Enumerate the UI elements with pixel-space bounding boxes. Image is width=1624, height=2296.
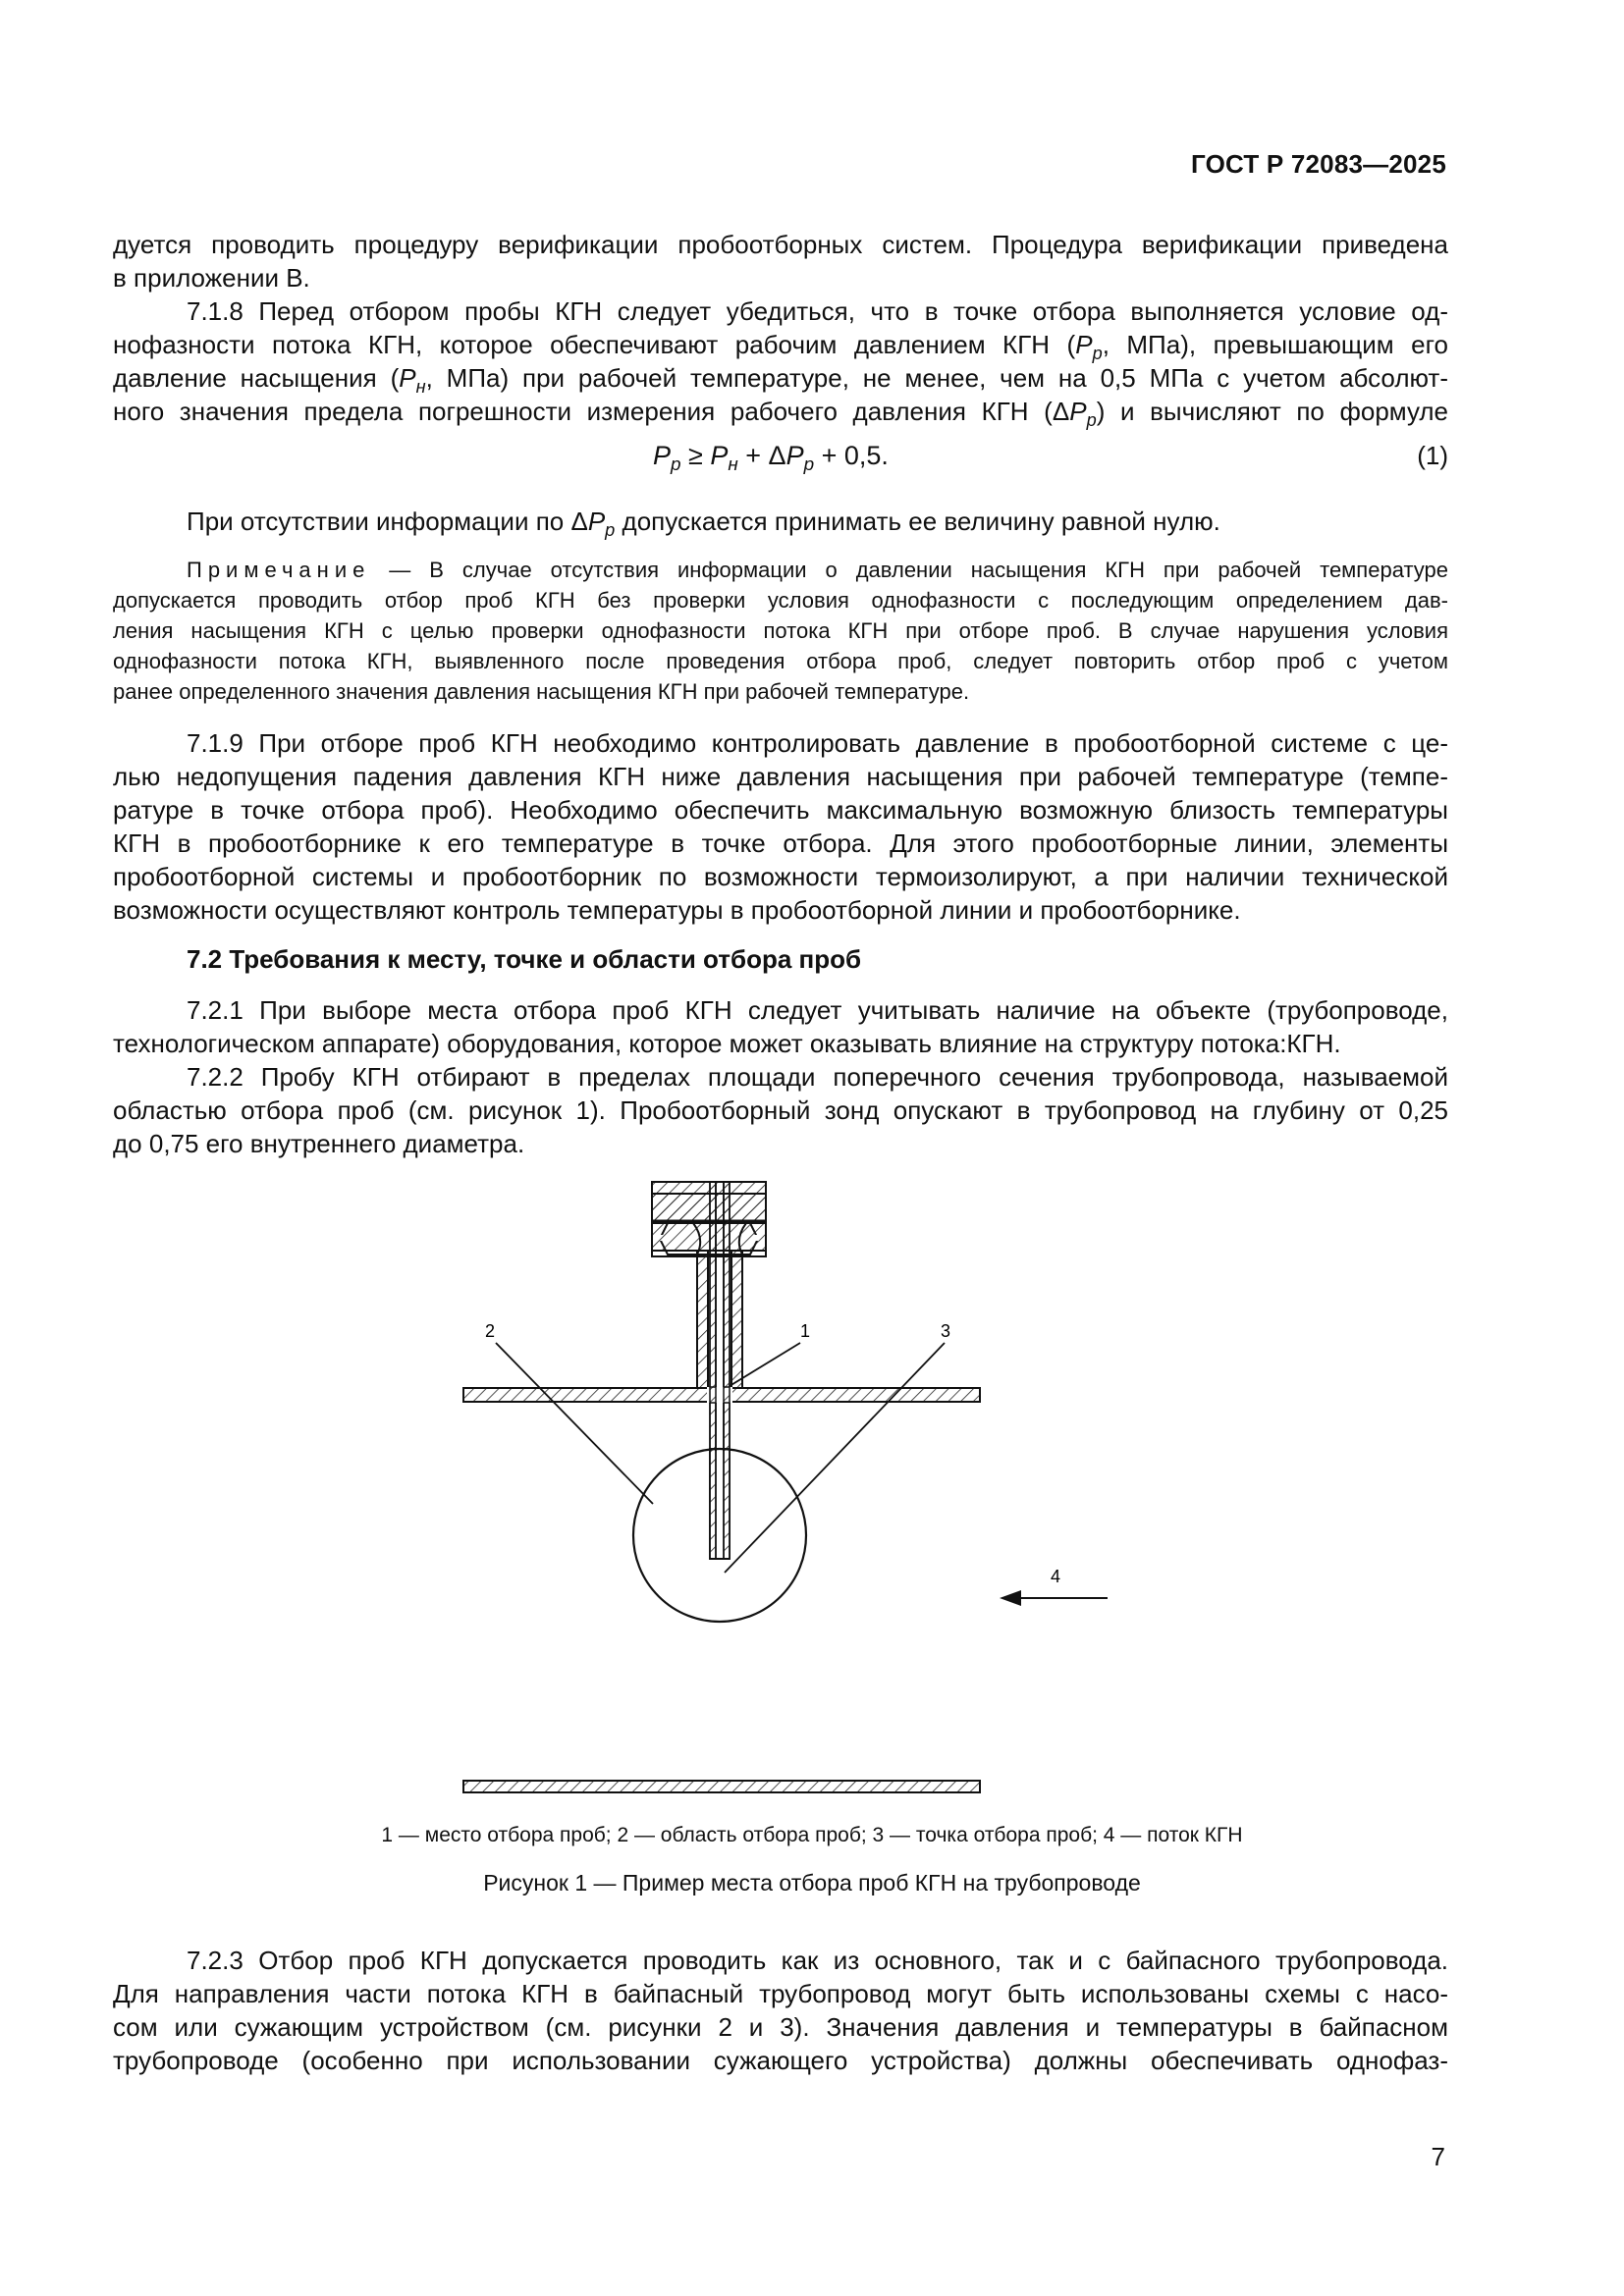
clause-7-1-9-line: 7.1.9 При отборе проб КГН необходимо контролировать давление в пробоотборной системе с це- [187,728,1448,758]
clause-7-1-9-line: КГН в пробоотборнике к его температуре в точке отбора. Для этого пробоотборные линии, элементы [113,828,1448,858]
callout-1: 1 [800,1321,811,1341]
clause-7-1-8-line: давление насыщения ($P_н$, МПа) при рабочей температуре, не менее, чем на 0,5 МПа с учетом абсолют- [113,363,1448,397]
leader-line-2 [496,1343,653,1504]
clause-7-2-2-line: 7.2.2 Пробу КГН отбирают в пределах площади поперечного сечения трубопровода, называемой [187,1062,1448,1092]
flow-arrow [1000,1590,1108,1606]
formula-number: (1) [1417,441,1448,470]
clause-7-2-1-line: технологическом аппарате) оборудования, которое может оказывать влияние на структуру потока:КГН. [113,1029,1341,1058]
clause-7-1-8-line: ного значения предела погрешности измерения рабочего давления КГН $(\Delta P_р)$ и вычисляют по формуле [113,397,1449,430]
clause-7-2-1-line: 7.2.1 При выборе места отбора проб КГН следует учитывать наличие на объекте (трубопроводе, [187,995,1448,1025]
note-line: Примечание — В случае отсутствия информации о давлении насыщения КГН при рабочей температуре [187,558,1448,582]
paragraph-line: При отсутствии информации по $\Delta P_р$ допускается принимать ее величину равной нулю. [187,507,1220,540]
note-line: ления насыщения КГН с целью проверки однофазности потока КГН при отборе проб. В случае нарушения условия [113,618,1448,643]
clause-7-2-3-line: Для направления части потока КГН в байпасный трубопровод могут быть использованы схемы с насо- [113,1979,1448,2008]
paragraph-line: дуется проводить процедуру верификации пробоотборных систем. Процедура верификации приведена [113,230,1448,259]
clause-7-1-9-line: лью недопущения падения давления КГН ниже давления насыщения при рабочей температуре (темпе- [113,762,1448,791]
callout-2: 2 [485,1321,496,1341]
note-line: ранее определенного значения давления насыщения КГН при рабочей температуре. [113,679,970,704]
note-line: однофазности потока КГН, выявленного после проведения отбора проб, следует повторить отбор проб с учетом [113,649,1448,673]
clause-7-1-9-line: возможности осуществляют контроль температуры в пробоотборной линии и пробоотборнике. [113,895,1241,925]
clause-7-2-2-line: областью отбора проб (см. рисунок 1). Пробоотборный зонд опускают в трубопровод на глубину от 0,25 [113,1095,1448,1125]
callout-4: 4 [1051,1567,1061,1586]
document-header: ГОСТ Р 72083—2025 [1191,149,1446,179]
pipe-wall-bottom [463,1781,980,1792]
clause-7-2-3-line: 7.2.3 Отбор проб КГН допускается проводить как из основного, так и с байпасного трубопровода. [187,1946,1448,1975]
section-heading: 7.2 Требования к месту, точке и области отбора проб [187,944,862,974]
note-label: Примечание [187,558,371,582]
clause-7-2-3-line: трубопроводе (особенно при использовании сужающего устройства) должны обеспечивать однофаз- [113,2046,1448,2075]
note-line: допускается проводить отбор проб КГН без проверки условия однофазности с последующим определением дав- [113,588,1448,613]
clause-7-2-2-line: до 0,75 его внутреннего диаметра. [113,1129,525,1158]
clause-7-2-3-line: сом или сужающим устройством (см. рисунки 2 и 3). Значения давления и температуры в байпасном [113,2012,1448,2042]
clause-7-1-8-line: нофазности потока КГН, которое обеспечивают рабочим давлением КГН ($P_р$, МПа), превышающим его [113,330,1448,363]
paragraph-line: в приложении В. [113,263,310,293]
figure-legend: 1 — место отбора проб; 2 — область отбора проб; 3 — точка отбора проб; 4 — поток КГН [381,1824,1243,1846]
clause-7-1-9-line: ратуре в точке отбора проб). Необходимо обеспечить максимальную возможную близость температуры [113,795,1448,825]
callout-3: 3 [941,1321,951,1341]
clause-7-1-8-line: 7.1.8 Перед отбором пробы КГН следует убедиться, что в точке отбора выполняется условие од- [187,296,1448,326]
page-number: 7 [1431,2142,1445,2171]
clause-7-1-9-line: пробоотборной системы и пробоотборник по возможности термоизолируют, а при наличии технической [113,862,1448,891]
flange [652,1182,766,1256]
formula-1: $P_р \ge P_н + \Delta P_р + 0,5$. [653,441,889,475]
figure-caption: Рисунок 1 — Пример места отбора проб КГН на трубопроводе [483,1870,1141,1896]
